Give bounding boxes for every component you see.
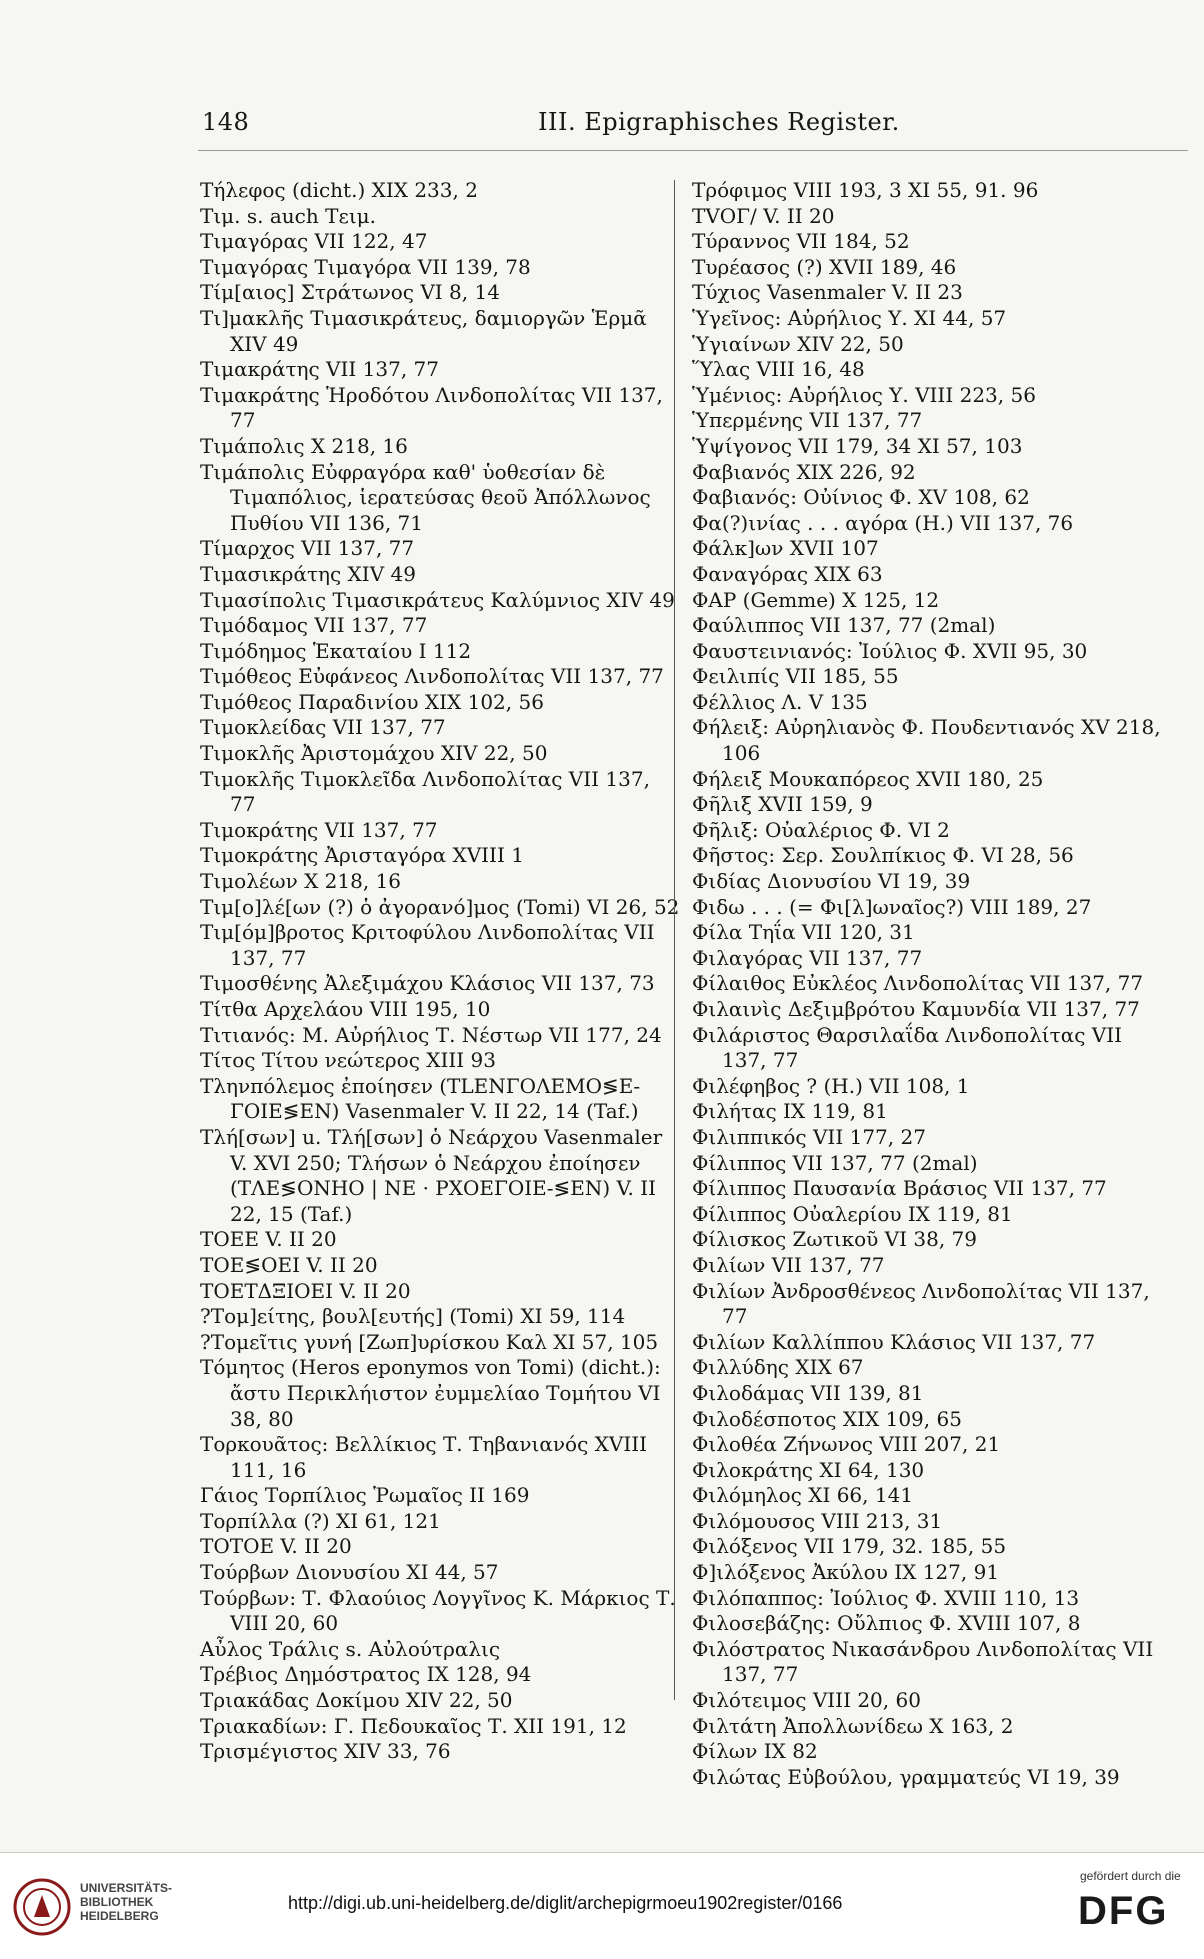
funding-note: gefördert durch die	[1080, 1869, 1181, 1883]
index-entry: Τορπίλλα (?) XI 61, 121	[200, 1508, 441, 1533]
index-entry: Φέλλιος Λ. V 135	[692, 689, 868, 714]
index-entry: Φιλόμηλος XI 66, 141	[692, 1483, 914, 1508]
index-entry: Φιλαινὶς Δεξιμβρότου Καμυνδία VII 137, 77	[692, 997, 1140, 1021]
index-entry: Τούρβων: Τ. Φλαούιος Λογγῖνος Κ. Μάρκιος Τ. VIII 20, 60	[200, 1585, 676, 1636]
index-entry: ΤΟΕ≶ΟΕΙ V. II 20	[200, 1252, 378, 1277]
index-entry: Φιλόπαππος: Ἰούλιος Φ. XVIII 110, 13	[692, 1585, 1080, 1610]
running-title: III. Epigraphisches Register.	[538, 108, 900, 136]
index-entry: Ὑψίγονος VII 179, 34 XI 57, 103	[692, 433, 1023, 458]
index-entry: Φα(?)ινίας . . . αγόρα (H.) VII 137, 76	[692, 510, 1074, 535]
index-entry: Τύχιος Vasenmaler V. II 23	[692, 280, 963, 305]
index-entry: Ὑμένιος: Αὐρήλιος Υ. VIII 223, 56	[692, 382, 1036, 407]
university-seal-icon	[12, 1877, 72, 1937]
index-entry: Τιμόδημος Ἑκαταίου I 112	[200, 638, 472, 663]
index-entry: Τι]μακλῆς Τιμασικράτευς, δαμιοργῶν Ἑρμᾶ XIV 49	[200, 305, 647, 356]
index-entry: Φήλειξ: Αὐρηλιανὸς Φ. Πουδεντιανός XV 218, 106	[692, 715, 1161, 766]
permalink-url[interactable]: http://digi.ub.uni-heidelberg.de/diglit/archepigrmoeu1902register/0166	[288, 1893, 843, 1913]
index-entry: Τιμάπολις X 218, 16	[200, 433, 408, 458]
index-entry: Φιλόξενος VII 179, 32. 185, 55	[692, 1534, 1007, 1559]
index-entry: Φίλιππος Οὐαλερίου IX 119, 81	[692, 1201, 1013, 1226]
index-entry: Τρόφιμος VIII 193, 3 XI 55, 91. 96	[692, 178, 1039, 202]
index-entry: Φάλκ]ων XVII 107	[692, 536, 879, 561]
index-entry: Τυρέασος (?) XVII 189, 46	[692, 254, 957, 279]
index-entry: Φαυστεινιανός: Ἰούλιος Φ. XVII 95, 30	[692, 638, 1088, 663]
index-entry: Τιμαγόρας VII 122, 47	[200, 229, 428, 254]
index-entry: Τιμοκλῆς Τιμοκλεῖδα Λινδοπολίτας VII 137, 77	[200, 766, 650, 817]
index-entry: Τιμάπολις Εὐφραγόρα καθ' ὑοθεσίαν δὲ Τιμαπόλιος, ἱερατεύσας θεοῦ Ἀπόλλωνος Πυθίου VII 136, 71	[200, 459, 651, 535]
index-entry: Φιλάριστος Θαρσιλαΐδα Λινδοπολίτας VII 137, 77	[692, 1022, 1123, 1073]
index-entry: Φιλοδάμας VII 139, 81	[692, 1380, 924, 1405]
index-entry: Φιλίων Ἀνδροσθένεος Λινδοπολίτας VII 137, 77	[692, 1278, 1150, 1329]
index-entry: Φιλιππικός VII 177, 27	[692, 1124, 926, 1149]
index-entry: Φιλοδέσποτος XIX 109, 65	[692, 1406, 962, 1431]
index-entry: ΤΟΤΟΕ V. II 20	[200, 1534, 352, 1559]
index-entry: Φῆλιξ: Οὐαλέριος Φ. VI 2	[692, 817, 950, 842]
index-entry: Τορκουᾶτος: Βελλίκιος Τ. Τηβανιανός XVIII 111, 16	[200, 1432, 648, 1482]
index-entry: Φίλα Τηΐα VII 120, 31	[692, 920, 915, 945]
right-column	[692, 178, 1172, 1790]
index-entry: Φῆλιξ XVII 159, 9	[692, 792, 873, 817]
index-entry: Τιμόδαμος VII 137, 77	[200, 613, 428, 638]
index-entry: Τιμοκλῆς Ἀριστομάχου XIV 22, 50	[200, 741, 548, 766]
index-entry: Τιμ[όμ]βροτος Κριτοφύλου Λινδοπολίτας VII 137, 77	[200, 920, 655, 970]
index-entry: Φιλόμουσος VIII 213, 31	[692, 1508, 943, 1533]
index-entry: Τιμ[ο]λέ[ων (?) ὁ ἀγορανό]μος (Tomi) VI 26, 52	[200, 894, 680, 919]
footer-bar	[0, 1852, 1204, 1959]
index-entry: Τιμολέων X 218, 16	[200, 869, 402, 894]
index-entry: Τλή[σων] u. Τλή[σων] ὁ Νεάρχου Vasenmaler V. XVI 250; Τλήσων ὁ Νεάρχου ἐποίησεν (ΤΛΕ≶ΟΝΗΟ | ΝΕ · ΡΧΟΕΓΟΙΕ-≶ΕΝ) V. II 22, 15 (Taf.)	[200, 1124, 663, 1226]
university-line-3: HEIDELBERG	[80, 1909, 159, 1923]
index-entry: Φειλιπίς VII 185, 55	[692, 664, 899, 689]
index-entry: Τιμασικράτης XIV 49	[200, 561, 416, 586]
index-entry: Φιδω . . . (= Φι[λ]ωναῖος?) VIII 189, 27	[692, 894, 1092, 919]
index-entry: Φιλοκράτης XI 64, 130	[692, 1457, 925, 1482]
index-entry: Φιλόστρατος Νικασάνδρου Λινδοπολίτας VII 137, 77	[692, 1636, 1154, 1687]
index-entry: Φήλειξ Μουκαπόρεος XVII 180, 25	[692, 766, 1044, 791]
index-entry: Φαναγόρας XIX 63	[692, 561, 883, 586]
header-rule	[198, 150, 1188, 151]
index-entry: Φ]ιλόξενος Ἀκύλου IX 127, 91	[692, 1560, 1000, 1585]
index-entry: Τριακαδίων: Γ. Πεδουκαῖος Τ. XII 191, 12	[200, 1713, 627, 1738]
index-entry: Τριακάδας Δοκίμου XIV 22, 50	[200, 1688, 513, 1713]
dfg-logo: DFG	[1078, 1889, 1169, 1933]
index-entry: Φαβιανός: Οὐίνιος Φ. XV 108, 62	[692, 485, 1030, 510]
index-entry: ΤΟΕΤΔΞΙΟΕΙ V. II 20	[200, 1278, 411, 1303]
page-number: 148	[202, 108, 250, 136]
index-entry: Τιμόθεος Παραδινίου XIX 102, 56	[200, 689, 544, 714]
index-entry: Φιλαγόρας VII 137, 77	[692, 945, 923, 970]
index-entry: Φιλοθέα Ζήνωνος VIII 207, 21	[692, 1432, 1001, 1457]
index-entry: Τιμ. s. auch Τειμ.	[200, 203, 377, 228]
index-entry: Φιλότειμος VIII 20, 60	[692, 1688, 921, 1713]
index-entry: ?Τομ]είτης, βουλ[ευτής] (Tomi) XI 59, 114	[200, 1304, 626, 1329]
index-entry: Φιλώτας Εὐβούλου, γραμματεύς VI 19, 39	[692, 1764, 1120, 1789]
index-entry: Φίλιππος VII 137, 77 (2mal)	[692, 1150, 978, 1175]
index-entry: ?Τομεῖτις γυνή [Ζωπ]υρίσκου Καλ XI 57, 105	[200, 1329, 659, 1354]
index-entry: ΦΑΡ (Gemme) X 125, 12	[692, 587, 940, 612]
index-entry: Αὖλος Τράλις s. Αὐλούτραλις	[200, 1636, 501, 1661]
index-entry: Τρέβιος Δημόστρατος IX 128, 94	[200, 1662, 532, 1687]
index-entry: Τιμοκράτης Ἀρισταγόρα XVIII 1	[200, 843, 524, 868]
index-entry: ΤΟΕΕ V. II 20	[200, 1227, 337, 1252]
index-entry: Τίμ[αιος] Στράτωνος VI 8, 14	[200, 280, 500, 305]
university-line-1: UNIVERSITÄTS-	[80, 1881, 173, 1895]
index-entry: Ὑγιαίνων XIV 22, 50	[692, 331, 904, 356]
index-entry: Τιμοσθένης Ἀλεξιμάχου Κλάσιος VII 137, 73	[200, 971, 655, 996]
index-entry: Φίλιππος Παυσανία Βράσιος VII 137, 77	[692, 1176, 1107, 1201]
index-entry: Ὕλας VIII 16, 48	[692, 357, 865, 382]
index-entry: Τόμητος (Heros eponymos von Tomi) (dicht.): ἄστυ Περικλήιστον ἐυμμελίαο Τομήτου VI 38, 80	[200, 1355, 661, 1431]
index-entry: Τίτος Τίτου νεώτερος XIII 93	[200, 1048, 497, 1073]
index-entry: ΤVΟΓ/ V. II 20	[692, 203, 835, 228]
index-entry: Φιλλύδης XIX 67	[692, 1355, 864, 1380]
index-entry: Φιλτάτη Ἀπολλωνίδεω X 163, 2	[692, 1713, 1014, 1738]
university-line-2: BIBLIOTHEK	[80, 1895, 154, 1909]
left-column	[200, 178, 680, 1765]
index-entry: Τιμαγόρας Τιμαγόρα VII 139, 78	[200, 254, 531, 279]
index-entry: Φίλων IX 82	[692, 1739, 818, 1764]
index-entry: Τιμοκράτης VII 137, 77	[200, 817, 438, 842]
index-entry: Τιμόθεος Εὐφάνεος Λινδοπολίτας VII 137, 77	[200, 664, 664, 689]
index-entry: Τιμακράτης Ἡροδότου Λινδοπολίτας VII 137, 77	[200, 382, 663, 433]
index-entry: Ὑγεῖνος: Αὐρήλιος Υ. XI 44, 57	[692, 305, 1007, 330]
index-entry: Τληνπόλεμος ἐποίησεν (ΤLΕΝΓΟΛΕΜΟ≶Ε-ΓΟΙΕ≶ΕΝ) Vasenmaler V. II 22, 14 (Taf.)	[200, 1073, 641, 1124]
index-entry: Φιλέφηβος ? (H.) VII 108, 1	[692, 1073, 970, 1098]
index-entry: Φιλοσεβάζης: Οὔλπιος Φ. XVIII 107, 8	[692, 1611, 1081, 1636]
university-name	[80, 1881, 172, 1923]
index-entry: Τιμακράτης VII 137, 77	[200, 357, 439, 382]
index-entry: Φιλίων VII 137, 77	[692, 1252, 885, 1277]
index-entry: Τύραννος VII 184, 52	[692, 229, 910, 254]
index-entry: Φιδίας Διονυσίου VI 19, 39	[692, 869, 971, 894]
index-entry: Φιλίων Καλλίππου Κλάσιος VII 137, 77	[692, 1329, 1096, 1354]
index-entry: Τιτιανός: M. Αὐρήλιος Τ. Νέστωρ VII 177, 24	[200, 1022, 662, 1047]
index-entry: Ὑπερμένης VII 137, 77	[692, 408, 923, 433]
index-entry: Τούρβων Διονυσίου XI 44, 57	[200, 1560, 499, 1585]
index-entry: Γάιος Τορπίλιος Ῥωμαῖος II 169	[200, 1483, 530, 1508]
index-entry: Φίλαιθος Εὐκλέος Λινδοπολίτας VII 137, 77	[692, 971, 1144, 996]
index-entry: Τίμαρχος VII 137, 77	[200, 536, 415, 561]
index-entry: Φαβιανός XIX 226, 92	[692, 459, 916, 484]
index-entry: Φίλισκος Ζωτικοῦ VI 38, 79	[692, 1227, 977, 1252]
index-entry: Φιλήτας IX 119, 81	[692, 1099, 888, 1124]
index-entry: Φαύλιππος VII 137, 77 (2mal)	[692, 613, 996, 638]
index-entry: Τίτθα Αρχελάου VIII 195, 10	[200, 997, 491, 1021]
index-entry: Τήλεφος (dicht.) XIX 233, 2	[200, 178, 478, 202]
index-entry: Τιμασίπολις Τιμασικράτευς Καλύμνιος XIV 49	[200, 587, 675, 612]
index-entry: Τιμοκλείδας VII 137, 77	[200, 715, 446, 740]
index-entry: Φῆστος: Σερ. Σουλπίκιος Φ. VI 28, 56	[692, 843, 1074, 868]
index-entry: Τρισμέγιστος XIV 33, 76	[200, 1739, 451, 1764]
column-divider	[674, 180, 675, 1700]
